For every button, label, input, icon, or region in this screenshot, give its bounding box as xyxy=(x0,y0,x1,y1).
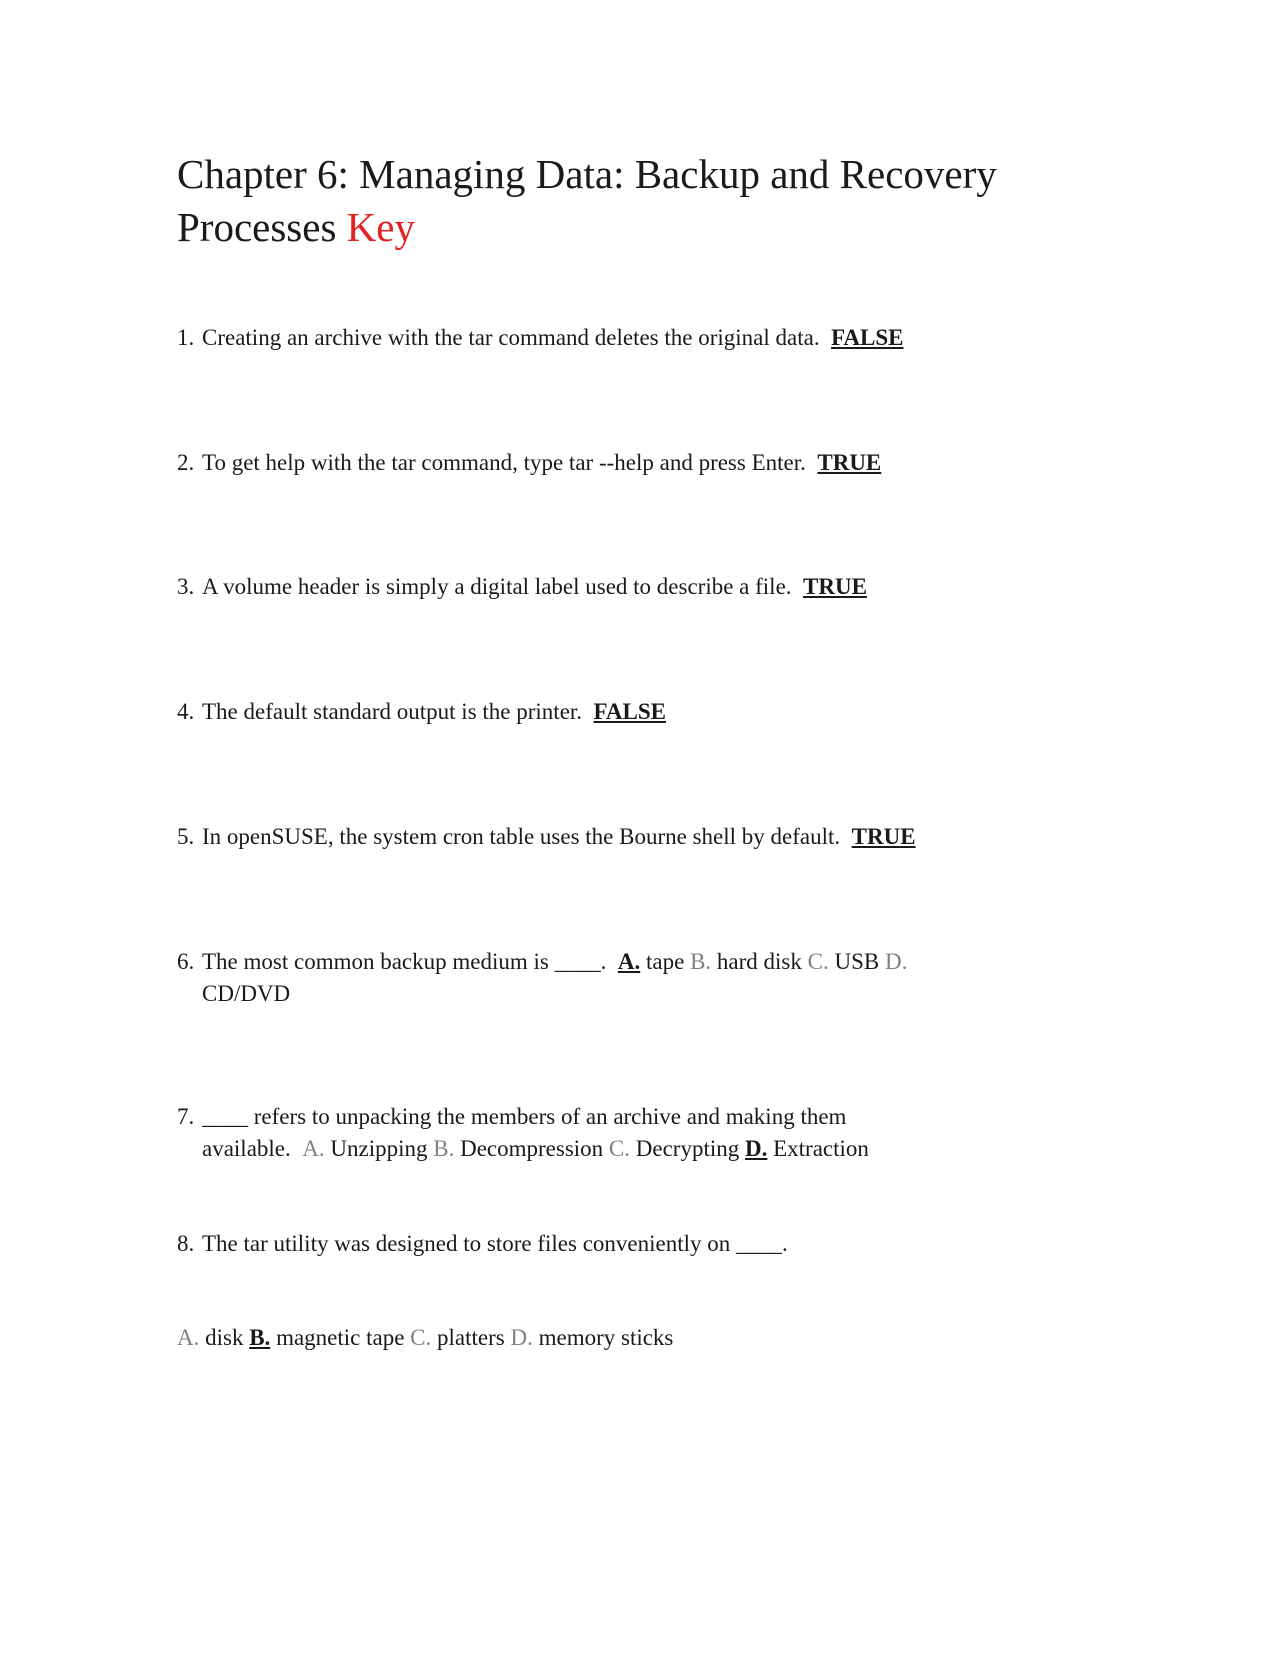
option-letter: B. xyxy=(690,949,712,974)
option-text: CD/DVD xyxy=(202,981,291,1006)
question-4 xyxy=(177,696,666,728)
question-number: 4. xyxy=(177,699,195,724)
question-number: 3. xyxy=(177,574,195,599)
question-6 xyxy=(177,946,997,1010)
option-letter: D. xyxy=(884,949,908,974)
question-number: 2. xyxy=(177,450,195,475)
question-text: The tar utility was designed to store files conveniently on ____. xyxy=(202,1231,788,1256)
question-text: In openSUSE, the system cron table uses the Bourne shell by default. xyxy=(202,824,841,849)
question-5 xyxy=(177,821,916,853)
question-number: 1. xyxy=(177,325,195,350)
option-letter: C. xyxy=(410,1325,432,1350)
option-text: Unzipping xyxy=(330,1136,428,1161)
page-title xyxy=(177,148,1077,254)
option-text: memory sticks xyxy=(538,1325,674,1350)
answer-label: TRUE xyxy=(851,824,916,849)
question-text: A volume header is simply a digital label used to describe a file. xyxy=(202,574,792,599)
question-text-line1: ____ refers to unpacking the members of an archive and making them xyxy=(202,1104,847,1129)
option-letter-correct: D. xyxy=(744,1136,768,1161)
option-text: hard disk xyxy=(716,949,802,974)
option-letter: C. xyxy=(807,949,829,974)
question-number: 8. xyxy=(177,1231,195,1256)
option-text: platters xyxy=(437,1325,505,1350)
answer-label: TRUE xyxy=(803,574,867,599)
option-text: Extraction xyxy=(773,1136,869,1161)
answer-label: TRUE xyxy=(817,450,882,475)
title-key-label: Key xyxy=(346,204,415,250)
question-3 xyxy=(177,571,867,603)
question-text: Creating an archive with the tar command deletes the original data. xyxy=(202,325,820,350)
option-text: Decompression xyxy=(460,1136,604,1161)
option-text: disk xyxy=(205,1325,244,1350)
option-letter: B. xyxy=(433,1136,455,1161)
question-2 xyxy=(177,447,881,479)
question-text-line2: available. xyxy=(202,1136,291,1161)
option-letter-correct: B. xyxy=(249,1325,271,1350)
option-letter: A. xyxy=(177,1325,200,1350)
question-8-options xyxy=(177,1322,673,1354)
question-text: To get help with the tar command, type tar --help and press Enter. xyxy=(202,450,806,475)
title-main: Chapter 6: Managing Data: Backup and Recovery Processes xyxy=(177,151,997,250)
option-letter-correct: A. xyxy=(617,949,641,974)
option-text: USB xyxy=(834,949,880,974)
question-text: The default standard output is the printer. xyxy=(202,699,583,724)
option-text: Decrypting xyxy=(635,1136,740,1161)
option-letter: A. xyxy=(302,1136,325,1161)
question-1 xyxy=(177,322,904,354)
question-text: The most common backup medium is ____. xyxy=(202,949,607,974)
option-text: tape xyxy=(646,949,685,974)
option-letter: C. xyxy=(608,1136,631,1161)
option-letter: D. xyxy=(510,1325,533,1350)
option-text: magnetic tape xyxy=(276,1325,405,1350)
question-8 xyxy=(177,1228,788,1260)
answer-label: FALSE xyxy=(593,699,666,724)
answer-label: FALSE xyxy=(831,325,904,350)
question-number: 7. xyxy=(177,1104,195,1129)
question-7 xyxy=(177,1101,997,1165)
question-number: 5. xyxy=(177,824,195,849)
question-number: 6. xyxy=(177,949,195,974)
